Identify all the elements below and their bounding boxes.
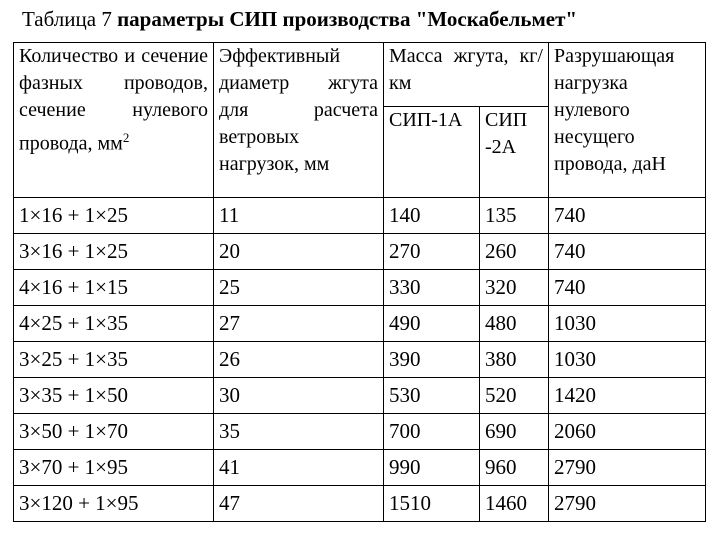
cell-mass-sip-2a: 480 [480, 306, 549, 342]
table-row [14, 306, 706, 342]
cell-breaking-load: 1030 [549, 342, 706, 378]
cell-diameter: 11 [214, 198, 384, 234]
cell-mass-sip-2a: 690 [480, 414, 549, 450]
caption-title: параметры СИП производства "Москабельмет" [117, 7, 578, 31]
cell-breaking-load: 2060 [549, 414, 706, 450]
header-diameter: Эффективный диаметр жгута для расчета ветровых нагрузок, мм [214, 43, 384, 198]
header-mass-sip-2a: СИП -2А [480, 107, 549, 198]
cell-section: 3×120 + 1×95 [14, 486, 214, 522]
cell-section: 3×50 + 1×70 [14, 414, 214, 450]
cell-section: 3×16 + 1×25 [14, 234, 214, 270]
cell-breaking-load: 740 [549, 270, 706, 306]
cell-diameter: 35 [214, 414, 384, 450]
sip-parameters-table [13, 42, 706, 522]
header-mass-sip-1a: СИП-1А [384, 107, 480, 198]
cell-diameter: 20 [214, 234, 384, 270]
cell-mass-sip-2a: 520 [480, 378, 549, 414]
cell-mass-sip-2a: 380 [480, 342, 549, 378]
cell-breaking-load: 740 [549, 198, 706, 234]
header-section-text: Количество и сечение фазных проводов, сечение нулевого провода, мм [19, 45, 208, 155]
header-mass: Масса жгута, кг/км [384, 43, 549, 107]
cell-mass-sip-1a: 1510 [384, 486, 480, 522]
cell-section: 4×16 + 1×15 [14, 270, 214, 306]
table-row [14, 342, 706, 378]
cell-diameter: 41 [214, 450, 384, 486]
cell-diameter: 47 [214, 486, 384, 522]
table-caption [22, 6, 577, 32]
cell-mass-sip-1a: 140 [384, 198, 480, 234]
cell-mass-sip-2a: 320 [480, 270, 549, 306]
cell-mass-sip-1a: 990 [384, 450, 480, 486]
cell-section: 3×25 + 1×35 [14, 342, 214, 378]
table-row [14, 414, 706, 450]
table-row [14, 270, 706, 306]
cell-section: 4×25 + 1×35 [14, 306, 214, 342]
cell-mass-sip-2a: 960 [480, 450, 549, 486]
table-row [14, 450, 706, 486]
cell-mass-sip-1a: 530 [384, 378, 480, 414]
header-row [14, 43, 706, 107]
header-breaking-load: Разрушающая нагрузка нулевого несущего провода, даН [549, 43, 706, 198]
table-row [14, 198, 706, 234]
cell-section: 1×16 + 1×25 [14, 198, 214, 234]
table-row [14, 234, 706, 270]
cell-diameter: 26 [214, 342, 384, 378]
cell-diameter: 25 [214, 270, 384, 306]
cell-diameter: 30 [214, 378, 384, 414]
cell-breaking-load: 1420 [549, 378, 706, 414]
header-section [14, 43, 214, 198]
cell-breaking-load: 2790 [549, 450, 706, 486]
cell-mass-sip-1a: 390 [384, 342, 480, 378]
cell-mass-sip-1a: 270 [384, 234, 480, 270]
header-section-sup: 2 [122, 130, 130, 145]
cell-breaking-load: 740 [549, 234, 706, 270]
table-row [14, 486, 706, 522]
cell-mass-sip-1a: 700 [384, 414, 480, 450]
cell-mass-sip-1a: 490 [384, 306, 480, 342]
cell-mass-sip-2a: 260 [480, 234, 549, 270]
table-row [14, 378, 706, 414]
caption-prefix: Таблица 7 [22, 7, 112, 31]
cell-mass-sip-2a: 1460 [480, 486, 549, 522]
cell-breaking-load: 2790 [549, 486, 706, 522]
cell-mass-sip-1a: 330 [384, 270, 480, 306]
cell-mass-sip-2a: 135 [480, 198, 549, 234]
cell-breaking-load: 1030 [549, 306, 706, 342]
cell-section: 3×35 + 1×50 [14, 378, 214, 414]
cell-diameter: 27 [214, 306, 384, 342]
cell-section: 3×70 + 1×95 [14, 450, 214, 486]
